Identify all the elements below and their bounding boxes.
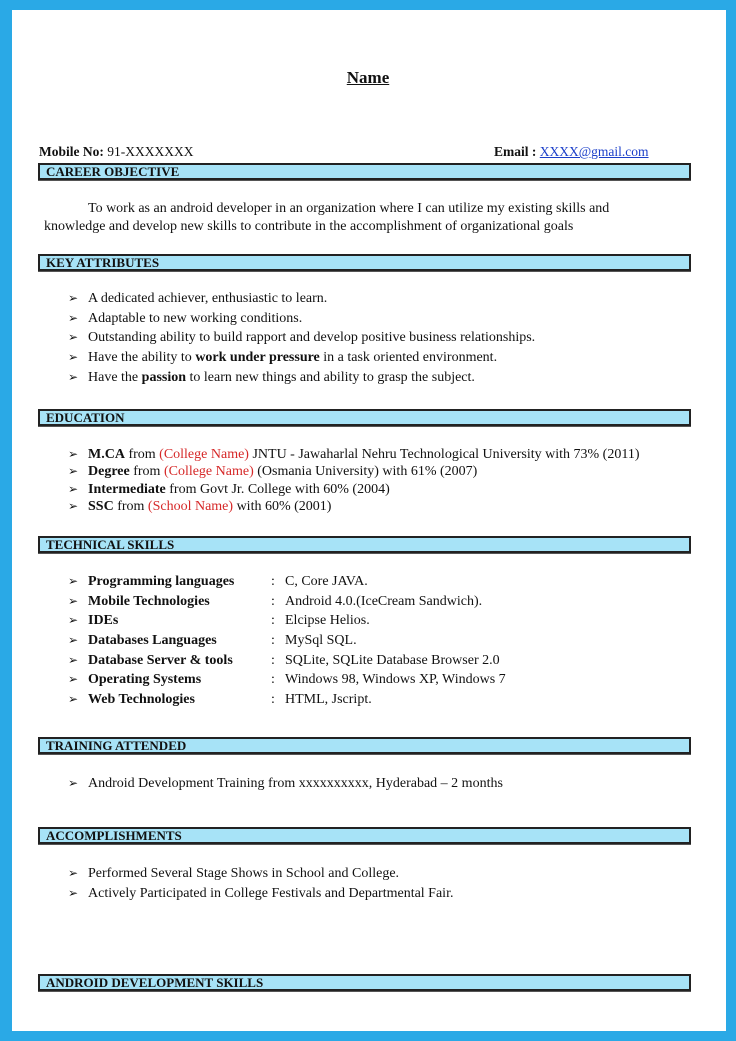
email [494, 144, 649, 160]
arrow-bullet-icon: ➢ [68, 594, 79, 608]
skill-colon: : [271, 574, 275, 589]
section-key-attributes: KEY ATTRIBUTES [38, 254, 691, 271]
skill-colon: : [271, 672, 275, 687]
arrow-bullet-icon: ➢ [68, 499, 79, 513]
skill-colon: : [271, 633, 275, 648]
list-item: ➢ A dedicated achiever, enthusiastic to learn. [68, 291, 328, 306]
section-android-development-skills: ANDROID DEVELOPMENT SKILLS [38, 974, 691, 991]
arrow-bullet-icon: ➢ [68, 447, 79, 461]
skill-key: Web Technologies [88, 692, 195, 707]
arrow-bullet-icon: ➢ [68, 672, 79, 686]
list-item: ➢ Android Development Training from xxxxxxxxxx, Hyderabad – 2 months [68, 776, 503, 791]
skill-value: HTML, Jscript. [285, 692, 372, 707]
skill-colon: : [271, 613, 275, 628]
list-item: ➢ M.CA from (College Name) JNTU - Jawaharlal Nehru Technological University with 73% (2011) [68, 447, 640, 462]
list-item: ➢ Performed Several Stage Shows in School and College. [68, 866, 400, 881]
email-link[interactable]: XXXX@gmail.com [539, 144, 649, 159]
skill-row [68, 613, 370, 629]
section-career-objective: CAREER OBJECTIVE [38, 163, 691, 180]
arrow-bullet-icon: ➢ [68, 653, 79, 667]
skill-value: MySql SQL. [285, 633, 357, 648]
arrow-bullet-icon: ➢ [68, 464, 79, 478]
arrow-bullet-icon: ➢ [68, 633, 79, 647]
list-item: ➢ Adaptable to new working conditions. [68, 311, 303, 326]
section-technical-skills: TECHNICAL SKILLS [38, 536, 691, 553]
arrow-bullet-icon: ➢ [68, 613, 79, 627]
skill-colon: : [271, 594, 275, 609]
skill-key: IDEs [88, 613, 119, 628]
skill-colon: : [271, 653, 275, 668]
mobile-label: Mobile No: [39, 144, 104, 159]
career-objective-line-1: To work as an android developer in an organization where I can utilize my existing skills and [88, 201, 610, 216]
skill-value: Elcipse Helios. [285, 613, 370, 628]
section-education: EDUCATION [38, 409, 691, 426]
arrow-bullet-icon: ➢ [68, 776, 79, 790]
career-objective-text [44, 200, 684, 236]
list-item: ➢ Outstanding ability to build rapport and develop positive business relationships. [68, 330, 536, 345]
arrow-bullet-icon: ➢ [68, 330, 79, 344]
arrow-bullet-icon: ➢ [68, 692, 79, 706]
skill-row [68, 594, 482, 610]
skill-value: C, Core JAVA. [285, 574, 368, 589]
arrow-bullet-icon: ➢ [68, 370, 79, 384]
mobile-value: 91-XXXXXXX [107, 144, 194, 159]
skill-row [68, 653, 500, 669]
email-label: Email : [494, 144, 537, 159]
arrow-bullet-icon: ➢ [68, 886, 79, 900]
list-item: ➢ SSC from (School Name) with 60% (2001) [68, 499, 332, 514]
skill-key: Operating Systems [88, 672, 202, 687]
skill-key: Mobile Technologies [88, 594, 210, 609]
skill-key: Databases Languages [88, 633, 217, 648]
skill-colon: : [271, 692, 275, 707]
list-item: ➢ Have the ability to work under pressure in a task oriented environment. [68, 350, 498, 365]
career-objective-line-2: knowledge and develop new skills to contribute in the accomplishment of organizational goals [44, 219, 574, 234]
skill-row [68, 692, 372, 708]
arrow-bullet-icon: ➢ [68, 350, 79, 364]
skill-value: SQLite, SQLite Database Browser 2.0 [285, 653, 500, 668]
list-item: ➢ Intermediate from Govt Jr. College with 60% (2004) [68, 482, 390, 497]
list-item: ➢ Degree from (College Name) (Osmania University) with 61% (2007) [68, 464, 478, 479]
section-training-attended: TRAINING ATTENDED [38, 737, 691, 754]
section-accomplishments: ACCOMPLISHMENTS [38, 827, 691, 844]
skill-key: Database Server & tools [88, 653, 233, 668]
skill-value: Windows 98, Windows XP, Windows 7 [285, 672, 506, 687]
arrow-bullet-icon: ➢ [68, 574, 79, 588]
arrow-bullet-icon: ➢ [68, 311, 79, 325]
arrow-bullet-icon: ➢ [68, 482, 79, 496]
skill-value: Android 4.0.(IceCream Sandwich). [285, 594, 483, 609]
resume-name: Name [346, 68, 390, 87]
skill-row [68, 574, 368, 590]
mobile-number [39, 144, 194, 160]
skill-row [68, 633, 357, 649]
skill-row [68, 672, 506, 688]
arrow-bullet-icon: ➢ [68, 866, 79, 880]
skill-key: Programming languages [88, 574, 235, 589]
list-item: ➢ Actively Participated in College Festivals and Departmental Fair. [68, 886, 454, 901]
list-item: ➢ Have the passion to learn new things and ability to grasp the subject. [68, 370, 475, 385]
arrow-bullet-icon: ➢ [68, 291, 79, 305]
